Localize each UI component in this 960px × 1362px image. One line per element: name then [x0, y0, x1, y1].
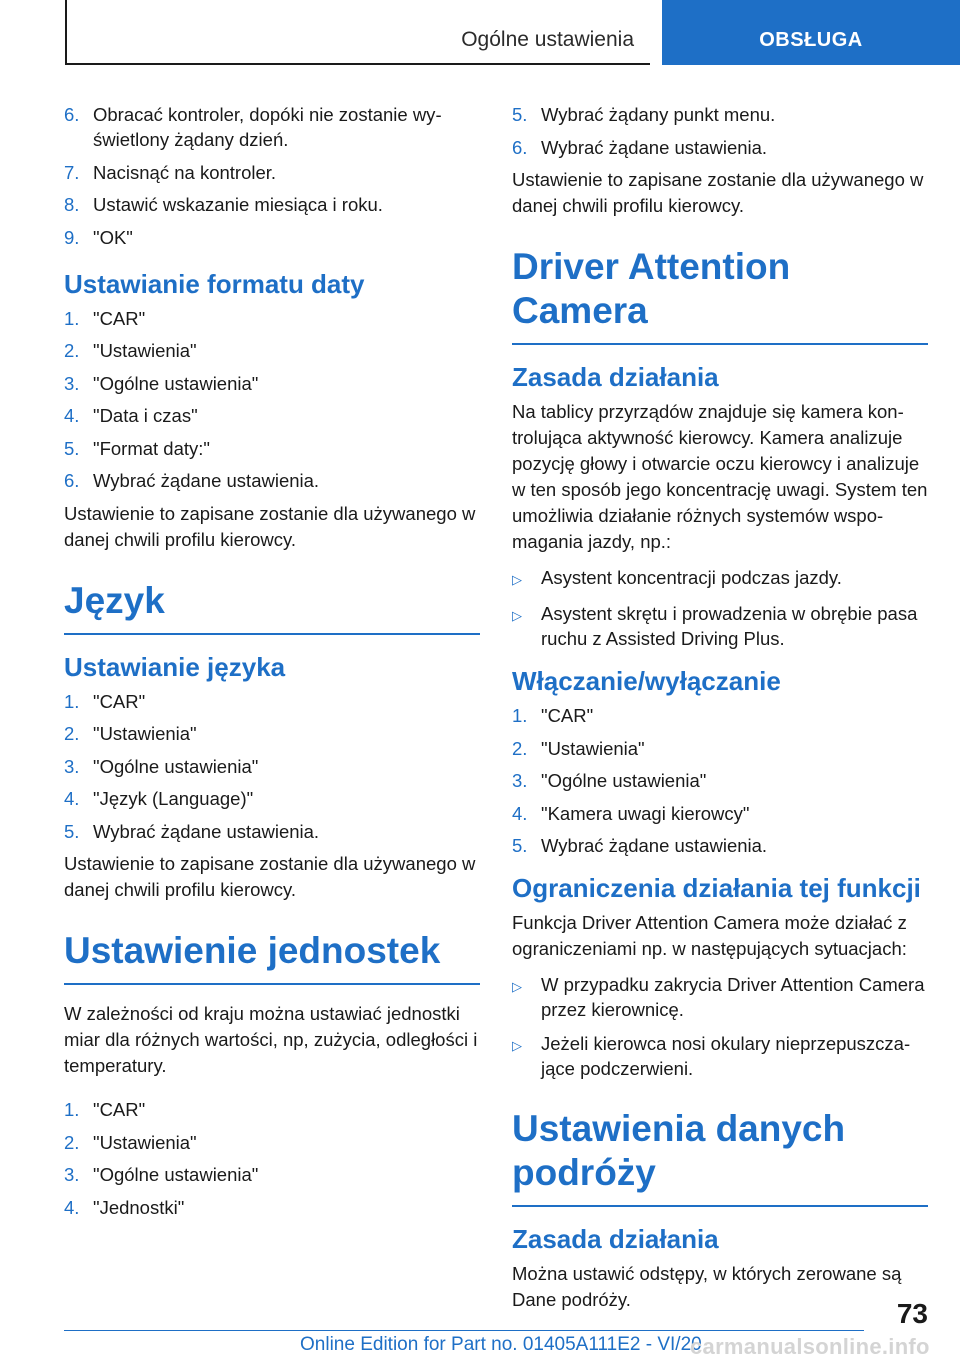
step-text: "CAR" [93, 307, 146, 329]
step-text: Wybrać żądane ustawienia. [93, 470, 320, 491]
list-item [64, 306, 480, 331]
list-item [64, 689, 480, 714]
step-text: "Ustawienia" [93, 723, 197, 744]
list-item [512, 972, 928, 1022]
heading-language-setting: Ustawianie języka [64, 651, 286, 682]
list-item [64, 721, 480, 746]
list-item [64, 102, 480, 152]
step-number: 1. [64, 1099, 80, 1120]
step-number: 3. [64, 755, 80, 777]
list-item [64, 786, 480, 811]
bullet-text: W przypadku zakrycia Driver Attention Camera przez kierownicę. [541, 974, 925, 1020]
step-number: 6. [64, 470, 80, 491]
bullet-list-systems [512, 565, 928, 651]
list-item [512, 565, 928, 592]
list-item [512, 601, 928, 651]
step-text: Wybrać żądane ustawienia. [541, 835, 768, 856]
step-number: 7. [64, 161, 80, 183]
step-text: "Ustawienia" [93, 1131, 197, 1153]
step-text: Wybrać żądane ustawienia. [541, 136, 768, 158]
heading-language: Język [64, 579, 480, 635]
list-item [512, 703, 928, 728]
step-text: Ustawić wskazanie miesiąca i roku. [93, 194, 383, 215]
heading-trip-data: Ustawienia danych podróży [512, 1107, 928, 1207]
list-item [64, 819, 480, 844]
header-rule-vertical [65, 0, 67, 64]
step-text: "CAR" [541, 705, 594, 726]
step-text: Obracać kontroler, dopóki nie zostanie wyświetlony żądany dzień. [93, 104, 442, 150]
list-item [512, 736, 928, 761]
step-number: 4. [64, 788, 80, 809]
heading-units: Ustawienie jednostek [64, 929, 480, 985]
paragraph-saved-profile: Ustawienie to zapisane zostanie dla używanego w danej chwili profilu kierowcy. [64, 853, 476, 900]
right-column [512, 102, 928, 1323]
step-text: Wybrać żądane ustawienia. [93, 820, 320, 842]
list-item [64, 1130, 480, 1155]
step-number: 3. [64, 1164, 80, 1185]
triangle-right-icon: ▷ [512, 572, 522, 587]
step-text: "CAR" [93, 1099, 146, 1120]
step-text: "Ogólne ustawienia" [93, 372, 259, 394]
step-text: "CAR" [93, 690, 146, 712]
list-item [64, 403, 480, 428]
heading-principle: Zasada działania [512, 362, 719, 392]
step-number: 4. [64, 1196, 80, 1218]
paragraph-units: W zależności od kraju można ustawiać jednostki miar dla różnych wartości, np, zużycia, odległości i temperatury. [64, 1003, 478, 1076]
list-item [64, 1097, 480, 1122]
triangle-right-icon: ▷ [512, 979, 522, 994]
step-number: 5. [64, 820, 80, 842]
step-number: 1. [512, 705, 528, 726]
list-item [64, 338, 480, 363]
list-item [64, 192, 480, 217]
step-text: "OK" [93, 226, 133, 248]
heading-driver-attention-camera: Driver Attention Camera [512, 245, 928, 345]
paragraph-saved-profile: Ustawienie to zapisane zostanie dla używanego w danej chwili profilu kierowcy. [64, 502, 476, 550]
watermark: carmanualsonline.info [690, 1334, 930, 1359]
step-text: "Język (Language)" [93, 788, 254, 809]
step-number: 2. [64, 340, 80, 361]
list-item [512, 1031, 928, 1081]
triangle-right-icon: ▷ [512, 608, 522, 623]
paragraph-trip-data: Można ustawić odstępy, w których zerowane są Dane podróży. [512, 1263, 902, 1310]
step-text: "Ustawienia" [93, 340, 197, 361]
list-item [64, 1195, 480, 1220]
paragraph-limitations: Funkcja Driver Attention Camera może działać z ograniczeniami np. w następujących sytuacjach: [512, 912, 907, 959]
triangle-right-icon: ▷ [512, 1038, 522, 1053]
step-number: 2. [512, 737, 528, 759]
step-number: 9. [64, 226, 80, 248]
step-number: 8. [64, 194, 80, 215]
bullet-text: Asystent koncentracji podczas jazdy. [541, 567, 842, 588]
step-text: "Ogólne ustawienia" [93, 755, 259, 777]
list-item [64, 160, 480, 185]
page-number: 73 [896, 1298, 928, 1329]
chapter-tab: OBSŁUGA [662, 0, 960, 65]
list-item [512, 833, 928, 858]
step-number: 3. [64, 372, 80, 394]
section-title: Ogólne ustawienia [461, 28, 634, 51]
heading-principle-trip: Zasada działania [512, 1224, 719, 1254]
paragraph-principle: Na tablicy przyrządów znajduje się kamera kontrolująca aktywność kierowcy. Kamera analizuje pozycję głowy i otwarcie oczu kierowcy i analizuje w ten sposób jego koncentrację uwagi. System ten umożliwia działanie różnych systemów wspomagania jazdy, np.: [512, 401, 928, 552]
step-text: Nacisnąć na kontroler. [93, 161, 277, 183]
heading-on-off: Włączanie/wyłączanie [512, 666, 781, 696]
step-number: 3. [512, 770, 528, 791]
steps-list-date-format [64, 306, 480, 494]
step-text: "Jednostki" [93, 1196, 185, 1218]
list-item [64, 754, 480, 779]
step-number: 5. [64, 437, 80, 459]
list-item [512, 768, 928, 793]
footer-rule [64, 1330, 864, 1331]
list-item [64, 225, 480, 250]
list-item [64, 1162, 480, 1187]
step-number: 6. [64, 104, 80, 125]
steps-list-units [64, 1097, 480, 1220]
edition-label: Online Edition for Part no. 01405A111E2 - VI/20 [300, 1334, 702, 1355]
header-rule-horizontal [65, 63, 650, 65]
list-item [512, 801, 928, 826]
step-number: 4. [64, 405, 80, 426]
step-number: 1. [64, 690, 80, 712]
step-number: 2. [64, 723, 80, 744]
heading-date-format: Ustawianie formatu daty [64, 268, 365, 299]
steps-list-camera [512, 703, 928, 858]
step-text: "Kamera uwagi kierowcy" [541, 802, 750, 824]
bullet-text: Asystent skrętu i prowadzenia w obrębie pasa ruchu z Assisted Driving Plus. [541, 603, 918, 649]
steps-list-date-continued [64, 102, 480, 250]
step-number: 6. [512, 136, 528, 158]
list-item [512, 135, 928, 160]
step-text: "Ogólne ustawienia" [541, 770, 707, 791]
step-number: 5. [512, 835, 528, 856]
list-item [64, 371, 480, 396]
step-number: 2. [64, 1131, 80, 1153]
steps-list-language [64, 689, 480, 844]
step-number: 5. [512, 104, 528, 125]
list-item [64, 436, 480, 461]
paragraph-saved-profile: Ustawienie to zapisane zostanie dla używanego w danej chwili profilu kierowcy. [512, 169, 924, 216]
bullet-text: Jeżeli kierowca nosi okulary nieprzepuszczające podczerwieni. [541, 1033, 911, 1079]
step-text: "Format daty:" [93, 437, 210, 459]
step-text: Wybrać żądany punkt menu. [541, 104, 776, 125]
steps-list-date-continued [512, 102, 928, 160]
bullet-list-limitations [512, 972, 928, 1081]
left-column [64, 102, 480, 1227]
heading-limitations: Ograniczenia działania tej funkcji [512, 873, 921, 903]
step-text: "Data i czas" [93, 405, 198, 426]
step-number: 1. [64, 307, 80, 329]
step-text: "Ustawienia" [541, 737, 645, 759]
step-number: 4. [512, 802, 528, 824]
step-text: "Ogólne ustawienia" [93, 1164, 259, 1185]
list-item [64, 468, 480, 493]
list-item [512, 102, 928, 127]
